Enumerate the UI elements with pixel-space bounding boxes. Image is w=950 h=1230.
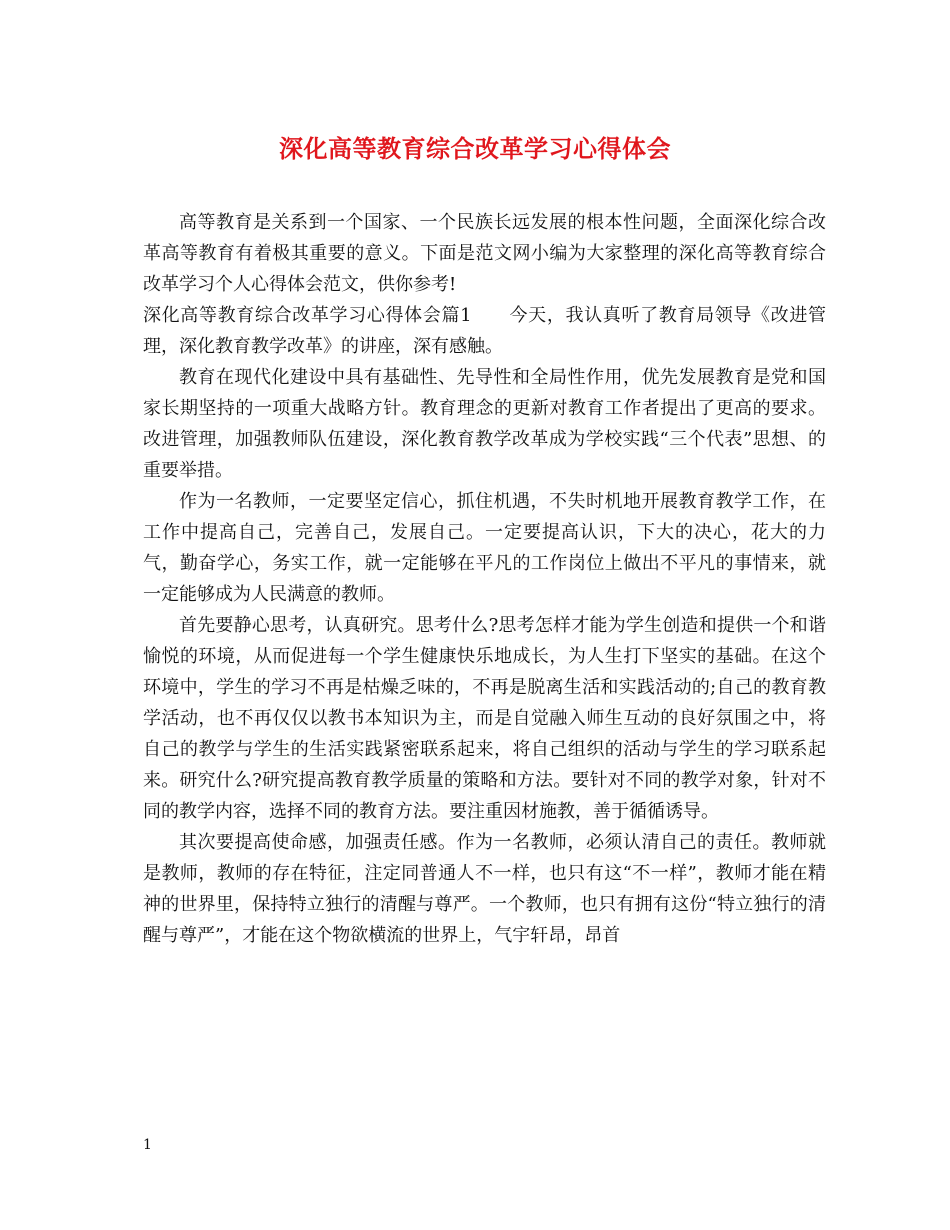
document-title: 深化高等教育综合改革学习心得体会 bbox=[279, 134, 671, 163]
paragraph-section-heading: 深化高等教育综合改革学习心得体会篇1 今天，我认真听了教育局领导《改进管理，深化教育教学改革》的讲座，深有感触。 bbox=[143, 305, 826, 357]
page-number: 1 bbox=[143, 1137, 152, 1153]
paragraph-education-role: 教育在现代化建设中具有基础性、先导性和全局性作用，优先发展教育是党和国家长期坚持的一项重大战略方针。教育理念的更新对教育工作者提出了更高的要求。改进管理，加强教师队伍建设，深化教育教学改革成为学校实践“三个代表”思想、的重要举措。 bbox=[143, 367, 826, 481]
paragraph-sense-of-mission: 其次要提高使命感，加强责任感。作为一名教师，必须认清自己的责任。教师就是教师，教师的存在特征，注定同普通人不一样，也只有这“不一样”，教师才能在精神的世界里，保持特立独行的清醒与尊严。一个教师，也只有拥有这份“特立独行的清醒与尊严”，才能在这个物欲横流的世界上，气宇轩昂，昂首 bbox=[143, 832, 826, 946]
paragraph-intro: 高等教育是关系到一个国家、一个民族长远发展的根本性问题，全面深化综合改革高等教育有着极其重要的意义。下面是范文网小编为大家整理的深化高等教育综合改革学习个人心得体会范文，供你参考! bbox=[143, 212, 826, 295]
document-body bbox=[143, 207, 826, 951]
paragraph-think-and-research: 首先要静心思考，认真研究。思考什么?思考怎样才能为学生创造和提供一个和谐愉悦的环境，从而促进每一个学生健康快乐地成长，为人生打下坚实的基础。在这个环境中，学生的学习不再是枯燥乏味的，不再是脱离生活和实践活动的;自己的教育教学活动，也不再仅仅以教书本知识为主，而是自觉融入师生互动的良好氛围之中，将自己的教学与学生的生活实践紧密联系起来，将自己组织的活动与学生的学习联系起来。研究什么?研究提高教育教学质量的策略和方法。要针对不同的教学对象，针对不同的教学内容，选择不同的教育方法。要注重因材施教，善于循循诱导。 bbox=[143, 615, 826, 822]
paragraph-teacher-commitment: 作为一名教师，一定要坚定信心，抓住机遇，不失时机地开展教育教学工作，在工作中提高自己，完善自己，发展自己。一定要提高认识，下大的决心，花大的力气，勤奋学心，务实工作，就一定能够在平凡的工作岗位上做出不平凡的事情来，就一定能够成为人民满意的教师。 bbox=[143, 491, 826, 605]
